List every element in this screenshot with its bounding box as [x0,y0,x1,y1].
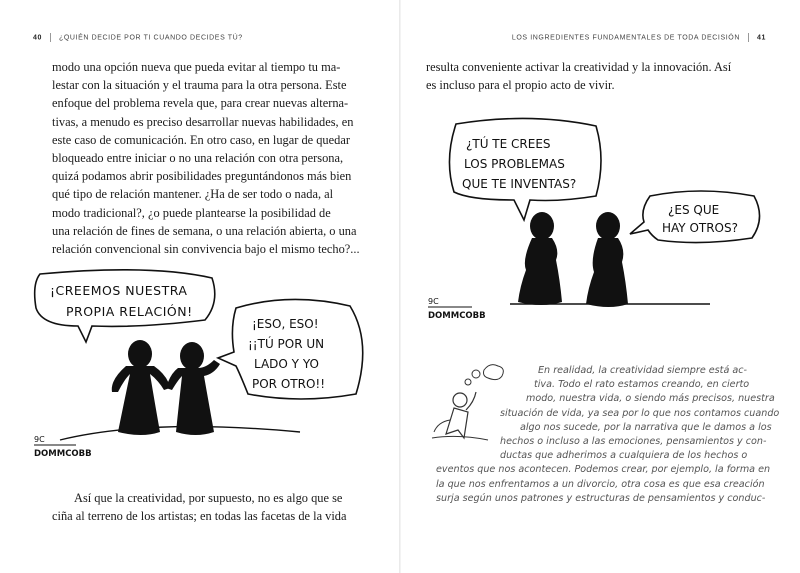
text-line: quizá podamos abrir posibilidades preguntándonos más bien [52,169,352,184]
text-line: Así que la creatividad, por supuesto, no es algo que se [74,491,343,505]
left-bottom-paragraph [52,489,360,525]
header-separator [748,33,749,42]
caption-line: eventos que nos acontecen. Podemos crear, por ejemplo, la forma en [436,464,771,476]
right-running-header [512,33,766,42]
caption-line: En realidad, la creatividad siempre está ac- [538,365,747,376]
header-separator [50,33,51,42]
right-signature: DOMMCOBB [428,311,486,321]
caption-line: hechos o incluso a las emociones, pensamientos y con- [500,436,767,448]
text-line: relación convencional sin convivencia bajo el mismo techo?... [52,242,360,257]
answer-line-1: ¿ES QUE [668,203,720,217]
caption-line: tiva. Todo el rato estamos creando, en cierto [534,379,750,391]
question-line-2: LOS PROBLEMAS [464,157,565,171]
caption-line: ductas que adherimos a cualquiera de los hechos o [500,450,748,462]
right-signature-top: 9C [428,297,439,306]
right-cartoon [400,110,800,330]
figure-right [166,342,220,435]
text-line: este caso de comunicación. En otro caso, en lugar de quedar [52,132,350,147]
right-bubble-line-3: LADO Y YO [254,357,319,371]
caption-line: situación de vida, ya sea por lo que nos contamos cuando [500,407,780,419]
text-line: ciña al terreno de los artistas; en todas las facetas de la vida [52,509,347,524]
question-line-3: QUE TE INVENTAS? [462,177,577,191]
text-line: resulta conveniente activar la creatividad y la innovación. Así [426,60,732,74]
right-top-paragraph [426,58,762,94]
left-page-number: 40 [33,34,42,42]
left-signature-top: 9C [34,435,45,444]
right-page-number: 41 [757,34,766,42]
right-running-head: LOS INGREDIENTES FUNDAMENTALES DE TODA DECISIÓN [511,34,740,42]
question-line-1: ¿TÚ TE CREES [466,137,551,151]
text-line: enfoque del problema revela que, para crear nuevas alterna- [52,96,349,111]
left-running-head: ¿QUIÉN DECIDE POR TI CUANDO DECIDES TÚ? [59,34,243,42]
caption-line: modo, nuestra vida, o siendo más precisos, nuestra [526,393,775,405]
figure-left [518,212,562,305]
text-line: tivas, a menudo es preciso desarrollar nuevas habilidades, en [52,114,354,129]
text-line: una relación de fines de semana, o una relación abierta, o una [52,223,357,238]
text-line: modo tradicional?, ¿o puede plantearse la posibilidad de [52,205,331,220]
answer-line-2: HAY OTROS? [662,221,738,235]
caption-line: surja según unos patrones y estructuras de pensamientos y conduc- [436,492,766,504]
right-bubble-line-1: ¡ESO, ESO! [252,317,319,331]
text-line: bloqueado entre iniciar o no una relación con otra persona, [52,151,344,166]
right-page [400,0,800,573]
left-running-header [33,33,243,42]
left-signature: DOMMCOBB [34,449,92,459]
left-cartoon [0,262,400,472]
caption-line: algo nos sucede, por la narrativa que le damos a los [520,421,772,433]
figure-right [586,212,628,307]
left-top-paragraph [52,58,360,258]
text-line: es incluso para el propio acto de vivir. [426,78,615,93]
text-line: modo una opción nueva que pueda evitar al tiempo tu ma- [52,60,341,74]
handwritten-caption [436,364,780,506]
caption-line: la que nos enfrentamos a un divorcio, otra cosa es que esa creación [436,478,765,490]
left-bubble-line-1: ¡CREEMOS NUESTRA [50,283,188,298]
figure-left [112,340,170,435]
text-line: lestar con la situación y el trauma para la otra persona. Este [52,78,347,93]
right-bubble-line-4: POR OTRO!! [252,377,326,391]
text-line: qué tipo de relación mantener. ¿Ha de ser todo o nada, al [52,187,334,202]
right-bubble-line-2: ¡¡TÚ POR UN [248,337,325,351]
left-bubble-line-2: PROPIA RELACIÓN! [66,304,193,319]
